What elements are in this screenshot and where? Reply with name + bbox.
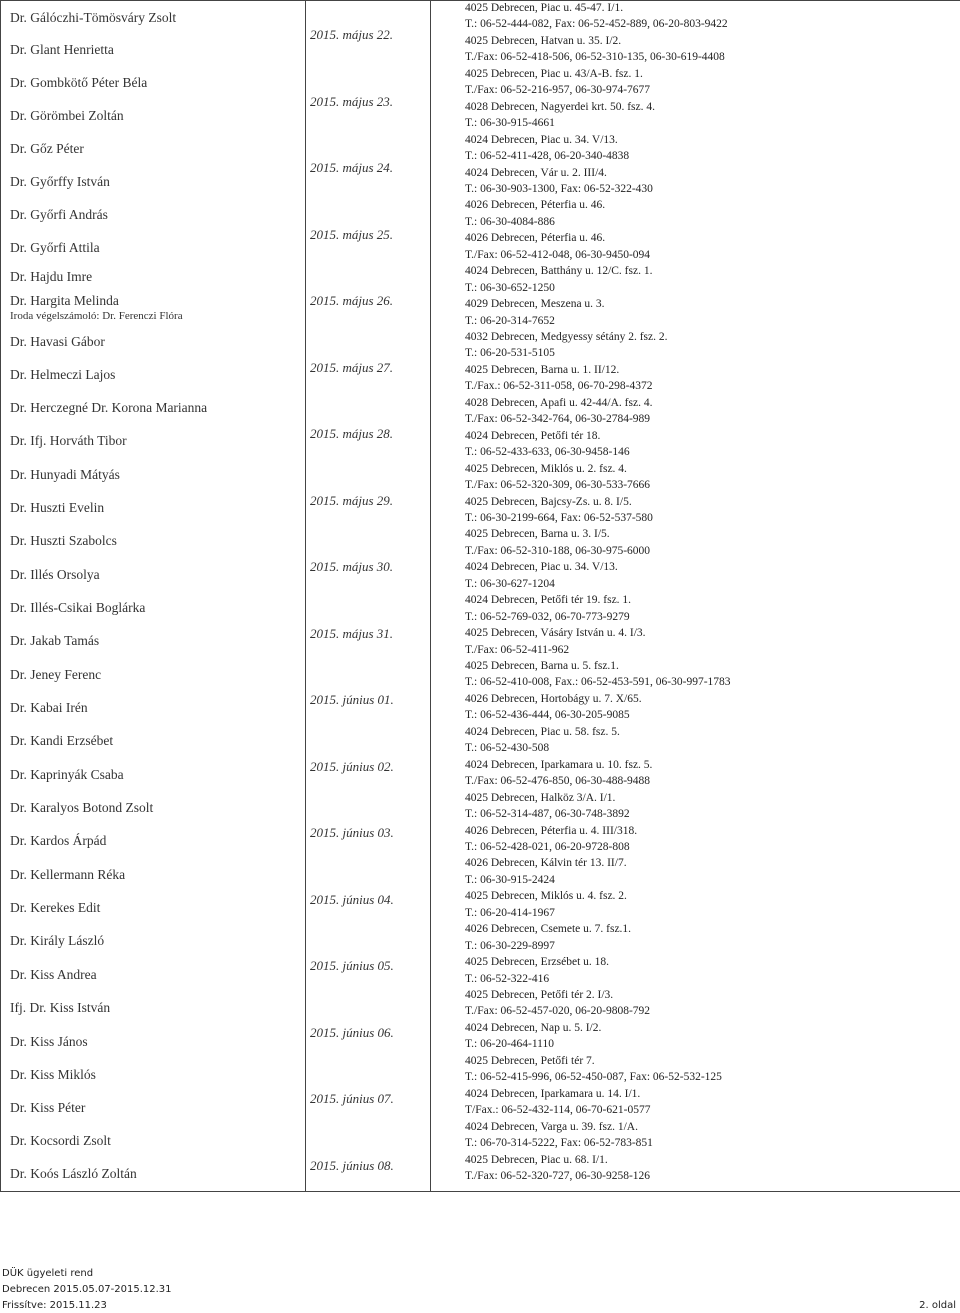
contact-phone: T.: 06-52-410-008, Fax.: 06-52-453-591, 06-30-997-1783	[465, 676, 731, 689]
lawyer-name: Dr. Karalyos Botond Zsolt	[10, 800, 154, 815]
lawyer-name: Dr. Kocsordi Zsolt	[10, 1133, 111, 1148]
duty-date: 2015. május 25.	[310, 226, 394, 242]
office-address: 4024 Debrecen, Iparkamara u. 14. I/1.	[465, 1087, 641, 1100]
contact-phone: T.: 06-30-627-1204	[465, 577, 555, 590]
lawyer-name: Dr. Király László	[10, 933, 105, 948]
duty-date: 2015. június 07.	[310, 1091, 394, 1106]
duty-date: 2015. május 29.	[310, 492, 394, 508]
lawyer-name: Dr. Jeney Ferenc	[10, 667, 102, 682]
contact-phone: T.: 06-52-428-021, 06-20-9728-808	[465, 840, 630, 853]
lawyer-name: Dr. Kaprinyák Csaba	[10, 767, 124, 782]
contact-phone: T.: 06-52-436-444, 06-30-205-9085	[465, 709, 630, 722]
office-address: 4025 Debrecen, Barna u. 3. I/5.	[465, 528, 610, 541]
contact-phone: T.: 06-52-430-508	[465, 742, 550, 755]
duty-date: 2015. június 02.	[310, 758, 394, 774]
contact-phone: T.: 06-52-433-633, 06-30-9458-146	[465, 446, 630, 459]
lawyer-name: Dr. Huszti Szabolcs	[10, 533, 117, 548]
office-address: 4024 Debrecen, Piac u. 34. V/13.	[465, 561, 618, 574]
contact-phone: T./Fax: 06-52-320-309, 06-30-533-7666	[465, 479, 651, 492]
contact-phone: T/Fax.: 06-52-432-114, 06-70-621-0577	[465, 1104, 651, 1117]
lawyer-name: Dr. Helmeczi Lajos	[10, 367, 116, 382]
lawyer-name: Dr. Kiss Andrea	[10, 967, 97, 982]
lawyer-name: Iroda végelszámoló: Dr. Ferenczi Flóra	[10, 310, 183, 322]
office-address: 4026 Debrecen, Péterfia u. 46.	[465, 232, 606, 245]
office-address: 4024 Debrecen, Nap u. 5. I/2.	[465, 1021, 602, 1034]
office-address: 4028 Debrecen, Nagyerdei krt. 50. fsz. 4.	[465, 100, 656, 113]
duty-date: 2015. június 01.	[310, 692, 394, 707]
office-address: 4025 Debrecen, Piac u. 45-47. I/1.	[465, 2, 624, 14]
lawyer-name: Dr. Győrfi András	[10, 207, 108, 222]
contact-phone: T.: 06-30-652-1250	[465, 281, 555, 294]
contact-phone: T.: 06-20-414-1967	[465, 906, 555, 919]
lawyer-name: Dr. Herczegné Dr. Korona Marianna	[10, 400, 208, 415]
office-address: 4025 Debrecen, Halköz 3/A. I/1.	[465, 791, 616, 804]
footer-updated: Frissítve: 2015.11.23	[2, 1300, 107, 1311]
contact-phone: T./Fax: 06-52-342-764, 06-30-2784-989	[465, 413, 651, 426]
contact-phone: T./Fax: 06-52-216-957, 06-30-974-7677	[465, 84, 651, 97]
office-address: 4024 Debrecen, Petőfi tér 18.	[465, 429, 601, 442]
office-address: 4026 Debrecen, Csemete u. 7. fsz.1.	[465, 923, 632, 936]
lawyer-name: Dr. Győrfi Attila	[10, 240, 100, 255]
duty-date: 2015. május 23.	[310, 93, 394, 109]
contact-phone: T./Fax: 06-52-476-850, 06-30-488-9488	[465, 775, 651, 788]
contact-phone: T./Fax: 06-52-418-506, 06-52-310-135, 06-30-619-4408	[465, 51, 725, 64]
office-address: 4032 Debrecen, Medgyessy sétány 2. fsz. 2.	[465, 331, 668, 343]
contact-phone: T.: 06-52-314-487, 06-30-748-3892	[465, 808, 630, 821]
contact-phone: T.: 06-52-415-996, 06-52-450-087, Fax: 06-52-532-125	[465, 1071, 722, 1084]
lawyer-name: Dr. Kiss Péter	[10, 1100, 86, 1115]
duty-date: 2015. május 26.	[310, 293, 394, 308]
lawyer-name: Dr. Gombkötő Péter Béla	[10, 75, 148, 90]
contact-phone: T./Fax.: 06-52-311-058, 06-70-298-4372	[465, 380, 653, 393]
office-address: 4024 Debrecen, Batthány u. 12/C. fsz. 1.	[465, 265, 653, 278]
office-address: 4026 Debrecen, Hortobágy u. 7. X/65.	[465, 692, 642, 705]
contact-phone: T./Fax: 06-52-310-188, 06-30-975-6000	[465, 544, 651, 557]
office-address: 4024 Debrecen, Vár u. 2. III/4.	[465, 166, 607, 179]
contact-phone: T.: 06-52-444-082, Fax: 06-52-452-889, 06-20-803-9422	[465, 18, 728, 31]
office-address: 4026 Debrecen, Péterfia u. 46.	[465, 199, 606, 212]
duty-date: 2015. május 22.	[310, 27, 394, 42]
office-address: 4029 Debrecen, Meszena u. 3.	[465, 298, 605, 311]
office-address: 4025 Debrecen, Miklós u. 2. fsz. 4.	[465, 462, 627, 475]
contact-phone: T.: 06-30-2199-664, Fax: 06-52-537-580	[465, 511, 653, 524]
office-address: 4028 Debrecen, Apafi u. 42-44/A. fsz. 4.	[465, 396, 653, 409]
lawyer-name: Dr. Kerekes Edit	[10, 900, 101, 915]
lawyer-name: Dr. Hargita Melinda	[10, 293, 119, 308]
contact-phone: T.: 06-70-314-5222, Fax: 06-52-783-851	[465, 1137, 653, 1150]
duty-date: 2015. május 27.	[310, 359, 394, 375]
office-address: 4025 Debrecen, Erzsébet u. 18.	[465, 956, 610, 969]
dates-column	[306, 1, 431, 1192]
duty-date: 2015. május 30.	[310, 559, 394, 574]
lawyer-name: Dr. Kiss János	[10, 1034, 88, 1049]
office-address: 4026 Debrecen, Kálvin tér 13. II/7.	[465, 857, 627, 870]
lawyer-name: Dr. Görömbei Zoltán	[10, 108, 124, 123]
office-address: 4025 Debrecen, Piac u. 43/A-B. fsz. 1.	[465, 67, 643, 80]
duty-date: 2015. június 05.	[310, 958, 394, 973]
contact-phone: T.: 06-52-769-032, 06-70-773-9279	[465, 610, 630, 623]
contact-phone: T./Fax: 06-52-412-048, 06-30-9450-094	[465, 248, 651, 261]
lawyer-name: Dr. Kellermann Réka	[10, 867, 126, 882]
contact-phone: T.: 06-30-903-1300, Fax: 06-52-322-430	[465, 182, 653, 195]
lawyer-name: Dr. Kabai Irén	[10, 700, 88, 715]
contact-phone: T.: 06-30-229-8997	[465, 939, 555, 952]
lawyer-name: Dr. Győrffy István	[10, 174, 110, 189]
contact-phone: T./Fax: 06-52-320-727, 06-30-9258-126	[465, 1169, 651, 1182]
duty-date: 2015. június 08.	[310, 1157, 394, 1173]
contact-phone: T.: 06-52-411-428, 06-20-340-4838	[465, 150, 630, 163]
contact-phone: T.: 06-20-464-1110	[465, 1038, 555, 1051]
duty-date: 2015. június 04.	[310, 891, 394, 907]
contact-phone: T./Fax: 06-52-411-962	[465, 643, 570, 656]
duty-date: 2015. június 06.	[310, 1024, 394, 1040]
duty-date: 2015. május 31.	[310, 625, 394, 641]
lawyer-name: Dr. Jakab Tamás	[10, 633, 100, 648]
contact-phone: T.: 06-30-915-2424	[465, 873, 555, 886]
office-address: 4025 Debrecen, Bajcsy-Zs. u. 8. I/5.	[465, 495, 632, 508]
footer-period: Debrecen 2015.05.07-2015.12.31	[2, 1284, 172, 1295]
office-address: 4025 Debrecen, Hatvan u. 35. I/2.	[465, 34, 622, 47]
office-address: 4025 Debrecen, Barna u. 1. II/12.	[465, 363, 620, 376]
duty-date: 2015. május 28.	[310, 426, 394, 441]
office-address: 4025 Debrecen, Vásáry István u. 4. I/3.	[465, 627, 646, 640]
lawyer-name: Dr. Ifj. Horváth Tibor	[10, 433, 127, 448]
duty-date: 2015. június 03.	[310, 825, 394, 840]
lawyer-name: Dr. Hunyadi Mátyás	[10, 467, 120, 482]
lawyer-name: Dr. Hajdu Imre	[10, 269, 93, 284]
contact-phone: T.: 06-30-915-4661	[465, 117, 555, 130]
lawyer-name: Dr. Kardos Árpád	[10, 833, 107, 848]
office-address: 4024 Debrecen, Piac u. 34. V/13.	[465, 133, 618, 146]
lawyer-name: Dr. Koós László Zoltán	[10, 1166, 137, 1181]
lawyer-name: Ifj. Dr. Kiss István	[10, 1000, 111, 1015]
lawyer-name: Dr. Kandi Erzsébet	[10, 733, 114, 748]
office-address: 4024 Debrecen, Varga u. 39. fsz. 1/A.	[465, 1120, 638, 1133]
office-address: 4025 Debrecen, Barna u. 5. fsz.1.	[465, 660, 619, 672]
lawyer-name: Dr. Illés-Csikai Boglárka	[10, 600, 146, 615]
lawyer-name: Dr. Gőz Péter	[10, 141, 84, 156]
office-address: 4026 Debrecen, Péterfia u. 4. III/318.	[465, 824, 638, 837]
duty-date: 2015. május 24.	[310, 160, 394, 175]
office-address: 4024 Debrecen, Piac u. 58. fsz. 5.	[465, 725, 620, 738]
lawyer-name: Dr. Illés Orsolya	[10, 567, 100, 582]
lawyer-name: Dr. Huszti Evelin	[10, 500, 105, 515]
lawyer-name: Dr. Gálóczhi-Tömösváry Zsolt	[10, 10, 177, 25]
page-number: 2. oldal	[919, 1300, 956, 1311]
office-address: 4024 Debrecen, Iparkamara u. 10. fsz. 5.	[465, 758, 653, 771]
lawyer-name: Dr. Glant Henrietta	[10, 42, 114, 57]
lawyer-name: Dr. Havasi Gábor	[10, 334, 105, 349]
footer-title: DÜK ügyeleti rend	[2, 1268, 94, 1279]
lawyer-name: Dr. Kiss Miklós	[10, 1067, 96, 1082]
office-address: 4025 Debrecen, Piac u. 68. I/1.	[465, 1153, 608, 1166]
contact-phone: T.: 06-20-314-7652	[465, 314, 555, 327]
contact-phone: T./Fax: 06-52-457-020, 06-20-9808-792	[465, 1005, 651, 1018]
office-address: 4025 Debrecen, Petőfi tér 2. I/3.	[465, 989, 614, 1001]
office-address: 4025 Debrecen, Miklós u. 4. fsz. 2.	[465, 890, 627, 903]
office-address: 4024 Debrecen, Petőfi tér 19. fsz. 1.	[465, 594, 632, 607]
contact-phone: T.: 06-30-4084-886	[465, 215, 555, 228]
office-address: 4025 Debrecen, Petőfi tér 7.	[465, 1054, 595, 1067]
contact-phone: T.: 06-52-322-416	[465, 972, 550, 985]
contact-phone: T.: 06-20-531-5105	[465, 347, 555, 360]
